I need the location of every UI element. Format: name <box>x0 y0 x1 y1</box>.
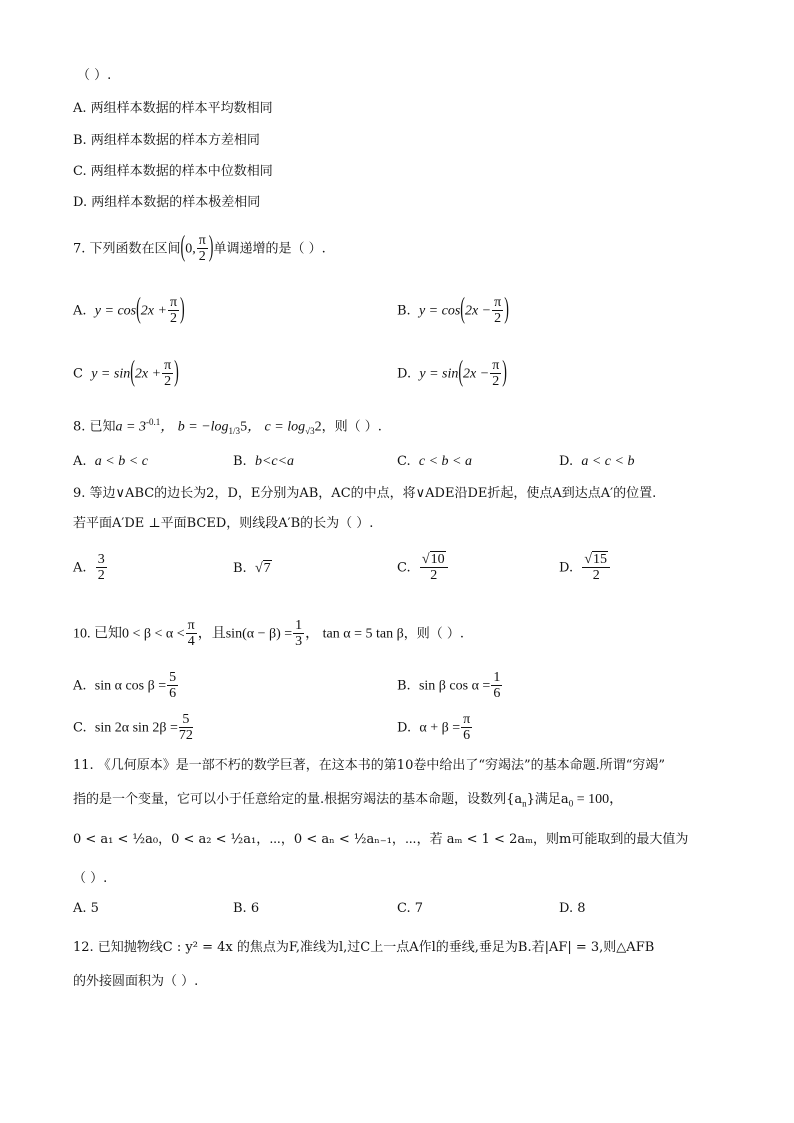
q12-stem-line1: 12. 已知抛物线C : y² = 4x 的焦点为F,准线为l,过C上一点A作l的垂线,垂足为B.若|AF| = 3,则△AFB <box>73 940 655 955</box>
q7-option-a: A. y = cos(2x + $\frac{\pi}{2}$ ) <box>73 294 185 327</box>
q7-option-c: C y = sin(2x + $\frac{\pi}{2}$ ) <box>73 357 179 390</box>
q6-option-a: A. 两组样本数据的样本平均数相同 <box>73 101 273 116</box>
q11-stem-line3: 0 < a₁ < ½a₀，0 < a₂ < ½a₁，⋯，0 < aₙ < ½aₙ₋₁，⋯，若 aₘ < 1 < 2aₘ，则m可能取到的最大值为 <box>73 832 689 847</box>
q9-option-b: B. √7 <box>233 561 271 576</box>
q9-stem-line2: 若平面A′DE ⊥平面BCED，则线段A′B的长为（ ）. <box>73 516 374 531</box>
q8-option-c: C. c < b < a <box>397 454 472 469</box>
q11-stem-line2: 指的是一个变量，它可以小于任意给定的量.根据穷竭法的基本命题，设数列$\{a_n\}$满足$a_0 = 100$， <box>73 792 624 809</box>
q7-option-d: D. y = sin(2x − $\frac{\pi}{2}$ ) <box>397 357 507 390</box>
q9-option-a: A. $\frac{3}{2}$ <box>73 552 105 584</box>
q9-stem-line1: 9. 等边∨ABC的边长为2，D，E分别为AB，AC的中点，将∨ADE沿DE折起，使点A到达点A′的位置. <box>73 486 657 501</box>
q8-option-b: B. b<c<a <box>233 454 295 469</box>
q6-option-c: C. 两组样本数据的样本中位数相同 <box>73 164 273 179</box>
q7-stem-pre: 7. 下列函数在区间 <box>73 241 181 257</box>
q8-option-a: A. a < b < c <box>73 454 148 469</box>
q6-option-b: B. 两组样本数据的样本方差相同 <box>73 133 260 148</box>
q11-option-a: A. 5 <box>73 901 99 916</box>
q10-stem: 10. 已知0 < β < α < $\frac{\pi}{4}$ ，且sin(α − β) = $\frac{1}{3}$ ， tan α = 5 tan β，则（ ）. <box>73 618 464 650</box>
q11-option-c: C. 7 <box>397 901 424 916</box>
q7-stem-post: 单调递增的是（ ）. <box>213 241 326 257</box>
q11-option-b: B. 6 <box>233 901 260 916</box>
q7-interval-two: 2 <box>198 249 206 265</box>
q7-option-b: B. y = cos(2x − $\frac{\pi}{2}$ ) <box>397 294 509 327</box>
q8-option-d: D. a < c < b <box>559 454 635 469</box>
q7-interval-pi: π <box>198 233 206 248</box>
q12-stem-line2: 的外接圆面积为（ ）. <box>73 974 199 989</box>
q11-stem-line4: （ ）. <box>73 871 108 886</box>
q11-option-d: D. 8 <box>559 901 586 916</box>
q8-stem: 8. 已知$a = 3^{-0.1}$， $b = -\log_{1/3}5$， $c = \log_{√3}2$，则（ ）. <box>73 417 382 436</box>
q11-stem-line1: 11. 《几何原本》是一部不朽的数学巨著，在这本书的第10卷中给出了“穷竭法”的基本命题.所谓“穷竭” <box>73 758 666 773</box>
q10-option-d: D. α + β = $\frac{\pi}{6}$ <box>397 712 471 744</box>
q9-option-c: C. $\frac{√10}{2}$ <box>397 552 449 584</box>
q10-option-b: B. sin β cos α = $\frac{1}{6}$ <box>397 670 501 702</box>
q10-option-a: A. sin α cos β = $\frac{5}{6}$ <box>73 670 177 702</box>
q6-option-d: D. 两组样本数据的样本极差相同 <box>73 195 261 210</box>
q9-option-d: D. $\frac{√15}{2}$ <box>559 552 611 584</box>
q7-stem: 7. 下列函数在区间(0, $\frac{\pi}{2}$ )单调递增的是（ ）. <box>73 232 326 265</box>
q6-tail: （ ）. <box>77 68 112 83</box>
q10-option-c: C. sin 2α sin 2β = $\frac{5}{72}$ <box>73 712 193 744</box>
